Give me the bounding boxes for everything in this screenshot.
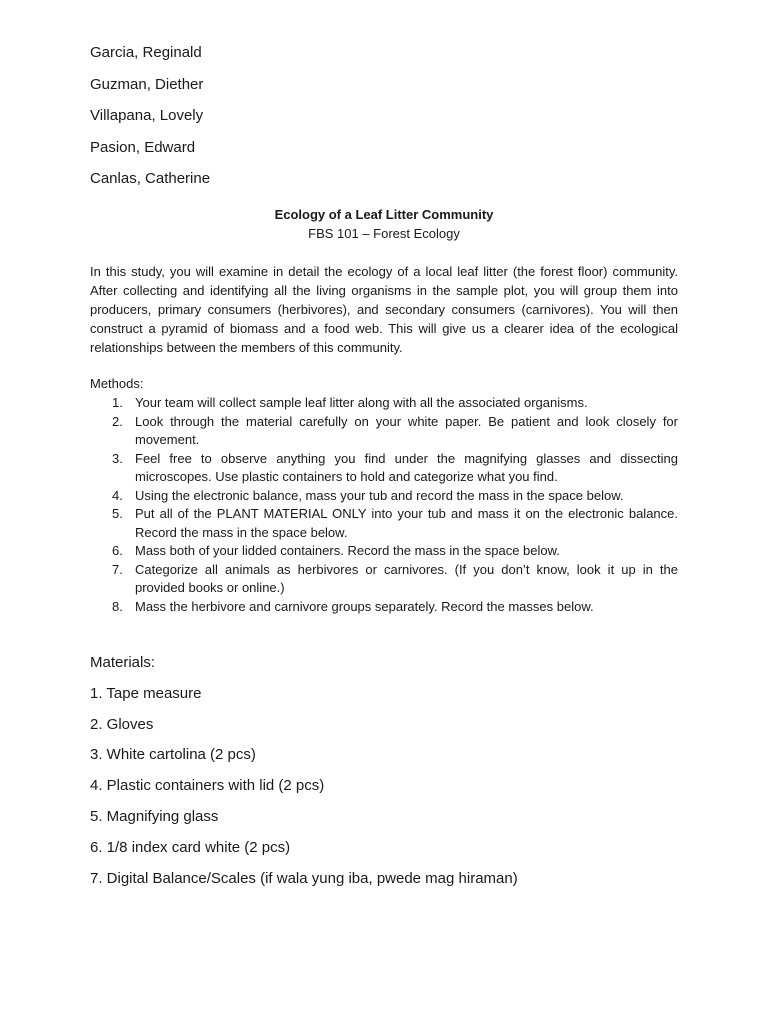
step-number: 2. (112, 413, 123, 429)
method-step (90, 487, 678, 506)
method-step (90, 561, 678, 598)
method-step (90, 413, 678, 450)
method-step (90, 598, 678, 617)
document-subtitle: FBS 101 – Forest Ecology (308, 226, 460, 241)
step-text: Using the electronic balance, mass your tub and record the mass in the space below. (135, 487, 624, 503)
author-name: Garcia, Reginald (90, 44, 202, 61)
material-item: 4. Plastic containers with lid (2 pcs) (90, 777, 325, 795)
method-step (90, 542, 678, 561)
method-step (90, 450, 678, 487)
author-name: Guzman, Diether (90, 75, 204, 93)
author-name: Canlas, Catherine (90, 170, 211, 187)
material-item: 7. Digital Balance/Scales (if wala yung iba, pwede mag hiraman) (90, 869, 518, 887)
step-text: Look through the material carefully on your white paper. Be patient and look closely for movement. (135, 413, 678, 447)
method-step (90, 394, 678, 413)
step-text: Mass the herbivore and carnivore groups separately. Record the masses below. (135, 598, 594, 614)
material-item: 3. White cartolina (2 pcs) (90, 746, 256, 764)
step-number: 7. (112, 561, 123, 577)
step-text: Your team will collect sample leaf litter along with all the associated organisms. (135, 395, 588, 410)
step-text: Mass both of your lidded containers. Record the mass in the space below. (135, 543, 560, 558)
author-name: Pasion, Edward (90, 138, 196, 156)
intro-paragraph: In this study, you will examine in detail the ecology of a local leaf litter (the forest floor) community. After collecting and identifying all the living organisms in the sample plot, you will group them into producers, primary consumers (herbivores), and secondary consumers (carnivores). You will then construct a pyramid of biomass and a food web. This will give us a clearer idea of the ecological relationships between the members of this community. (90, 264, 678, 355)
title-block (90, 206, 678, 242)
step-number: 5. (112, 506, 123, 521)
material-item: 2. Gloves (90, 715, 154, 733)
method-step (90, 505, 678, 542)
material-item: 5. Magnifying glass (90, 807, 219, 825)
materials-section (90, 654, 678, 900)
author-name: Villapana, Lovely (90, 107, 204, 124)
step-number: 1. (112, 395, 123, 410)
step-text: Categorize all animals as herbivores or carnivores. (If you don’t know, look it up in the provided books or online.) (135, 561, 678, 595)
step-number: 3. (112, 450, 123, 466)
material-item: 1. Tape measure (90, 684, 202, 702)
author-list (90, 44, 678, 202)
step-text: Put all of the PLANT MATERIAL ONLY into your tub and mass it on the electronic balance. Record the mass in the space below. (135, 506, 678, 540)
material-item: 6. 1/8 index card white (2 pcs) (90, 838, 291, 856)
materials-heading: Materials: (90, 654, 156, 671)
document-title: Ecology of a Leaf Litter Community (274, 207, 494, 222)
step-text: Feel free to observe anything you find under the magnifying glasses and dissecting microscopes. Use plastic containers to hold and categorize what you find. (135, 450, 678, 484)
step-number: 8. (112, 598, 123, 614)
step-number: 6. (112, 543, 123, 558)
methods-heading: Methods: (90, 376, 144, 391)
methods-list (90, 394, 678, 616)
step-number: 4. (112, 487, 123, 503)
